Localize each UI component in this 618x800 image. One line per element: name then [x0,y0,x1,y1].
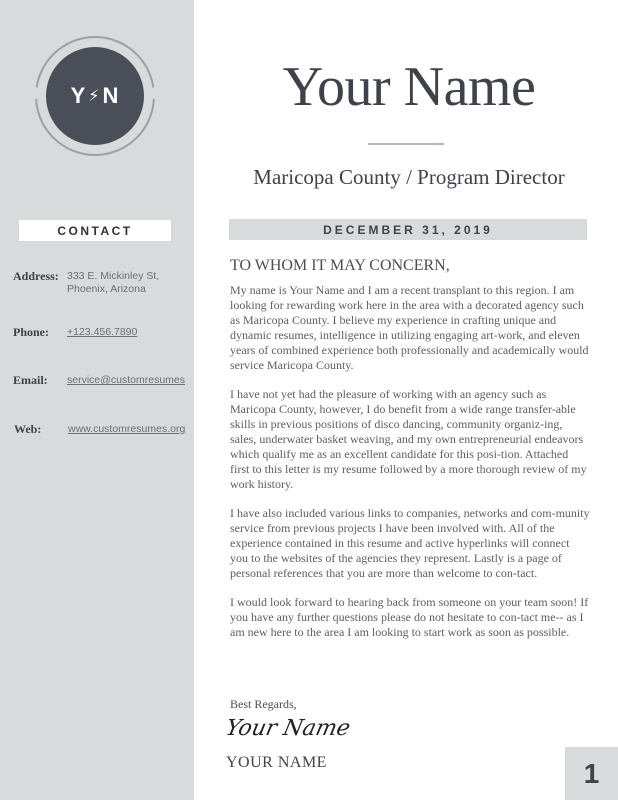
printed-name: YOUR NAME [226,754,327,771]
paragraph-1: My name is Your Name and I am a recent transplant to this region. I am looking for rewarding work here in the area with a decorated agency such as Maricopa County. I believe my experience in crafting unique and dynamic resumes, intelligence in utilizing engaging art-work, and eleven years of combined experience both professionally and academically would service Maricopa County. [230,283,589,372]
logo-notch-left [35,86,43,100]
paragraph-4: I would look forward to hearing back from someone on your team soon! If you have any further questions please do not hesitate to con-tact me-- as I am new here to the area I am looking to start work as soon as possible. [230,595,589,639]
letter-body [230,283,590,654]
logo-disc [46,47,144,145]
monogram-logo [35,36,155,156]
closing: Best Regards, [230,697,297,711]
salutation: TO WHOM IT MAY CONCERN, [230,257,450,274]
logo-initial-right: N [102,83,120,108]
logo-notch-right [147,86,155,100]
paragraph-3: I have also included various links to companies, networks and com-munity service from previous projects I have been involved with. All of the experience contained in this resume and active hyperlinks will connect you to the websites of the agencies they represent. Lastly is a page of personal references that you are more than welcome to con-tact. [230,506,590,580]
applicant-name: Your Name [282,56,536,118]
signature: Your Name [223,716,353,741]
sidebar [0,0,194,800]
phone-link[interactable]: +123.456.7890 [67,326,138,338]
lightning-bolt-icon: ⚡ [88,88,101,105]
name-divider [368,143,444,145]
page-number: 1 [565,747,618,800]
address-label: Address: [13,269,59,283]
job-title: Maricopa County / Program Director [253,165,565,189]
web-label: Web: [14,422,42,436]
web-link[interactable]: www.customresumes.org [68,423,186,435]
contact-heading: CONTACT [19,220,171,241]
email-label: Email: [13,373,48,387]
letter-date: DECEMBER 31, 2019 [229,219,587,240]
email-link[interactable]: service@customresumes [67,374,186,386]
address-value: 333 E. Mickinley St, Phoenix, Arizona [67,270,160,295]
paragraph-2: I have not yet had the pleasure of working with an agency such as Maricopa County, however, I do benefit from a wide range transfer-able skills in previous positions of disco dancing, community organiz-ing, sales, underwater basket weaving, and my own entrepreneurial endeavors which qualify me as an excellent candidate for this posi-tion. Attached first to this letter is my resume followed by a more thorough review of my work history. [230,387,587,491]
logo-initials [46,47,144,145]
logo-initial-left: Y [70,83,87,108]
phone-label: Phone: [13,325,49,339]
